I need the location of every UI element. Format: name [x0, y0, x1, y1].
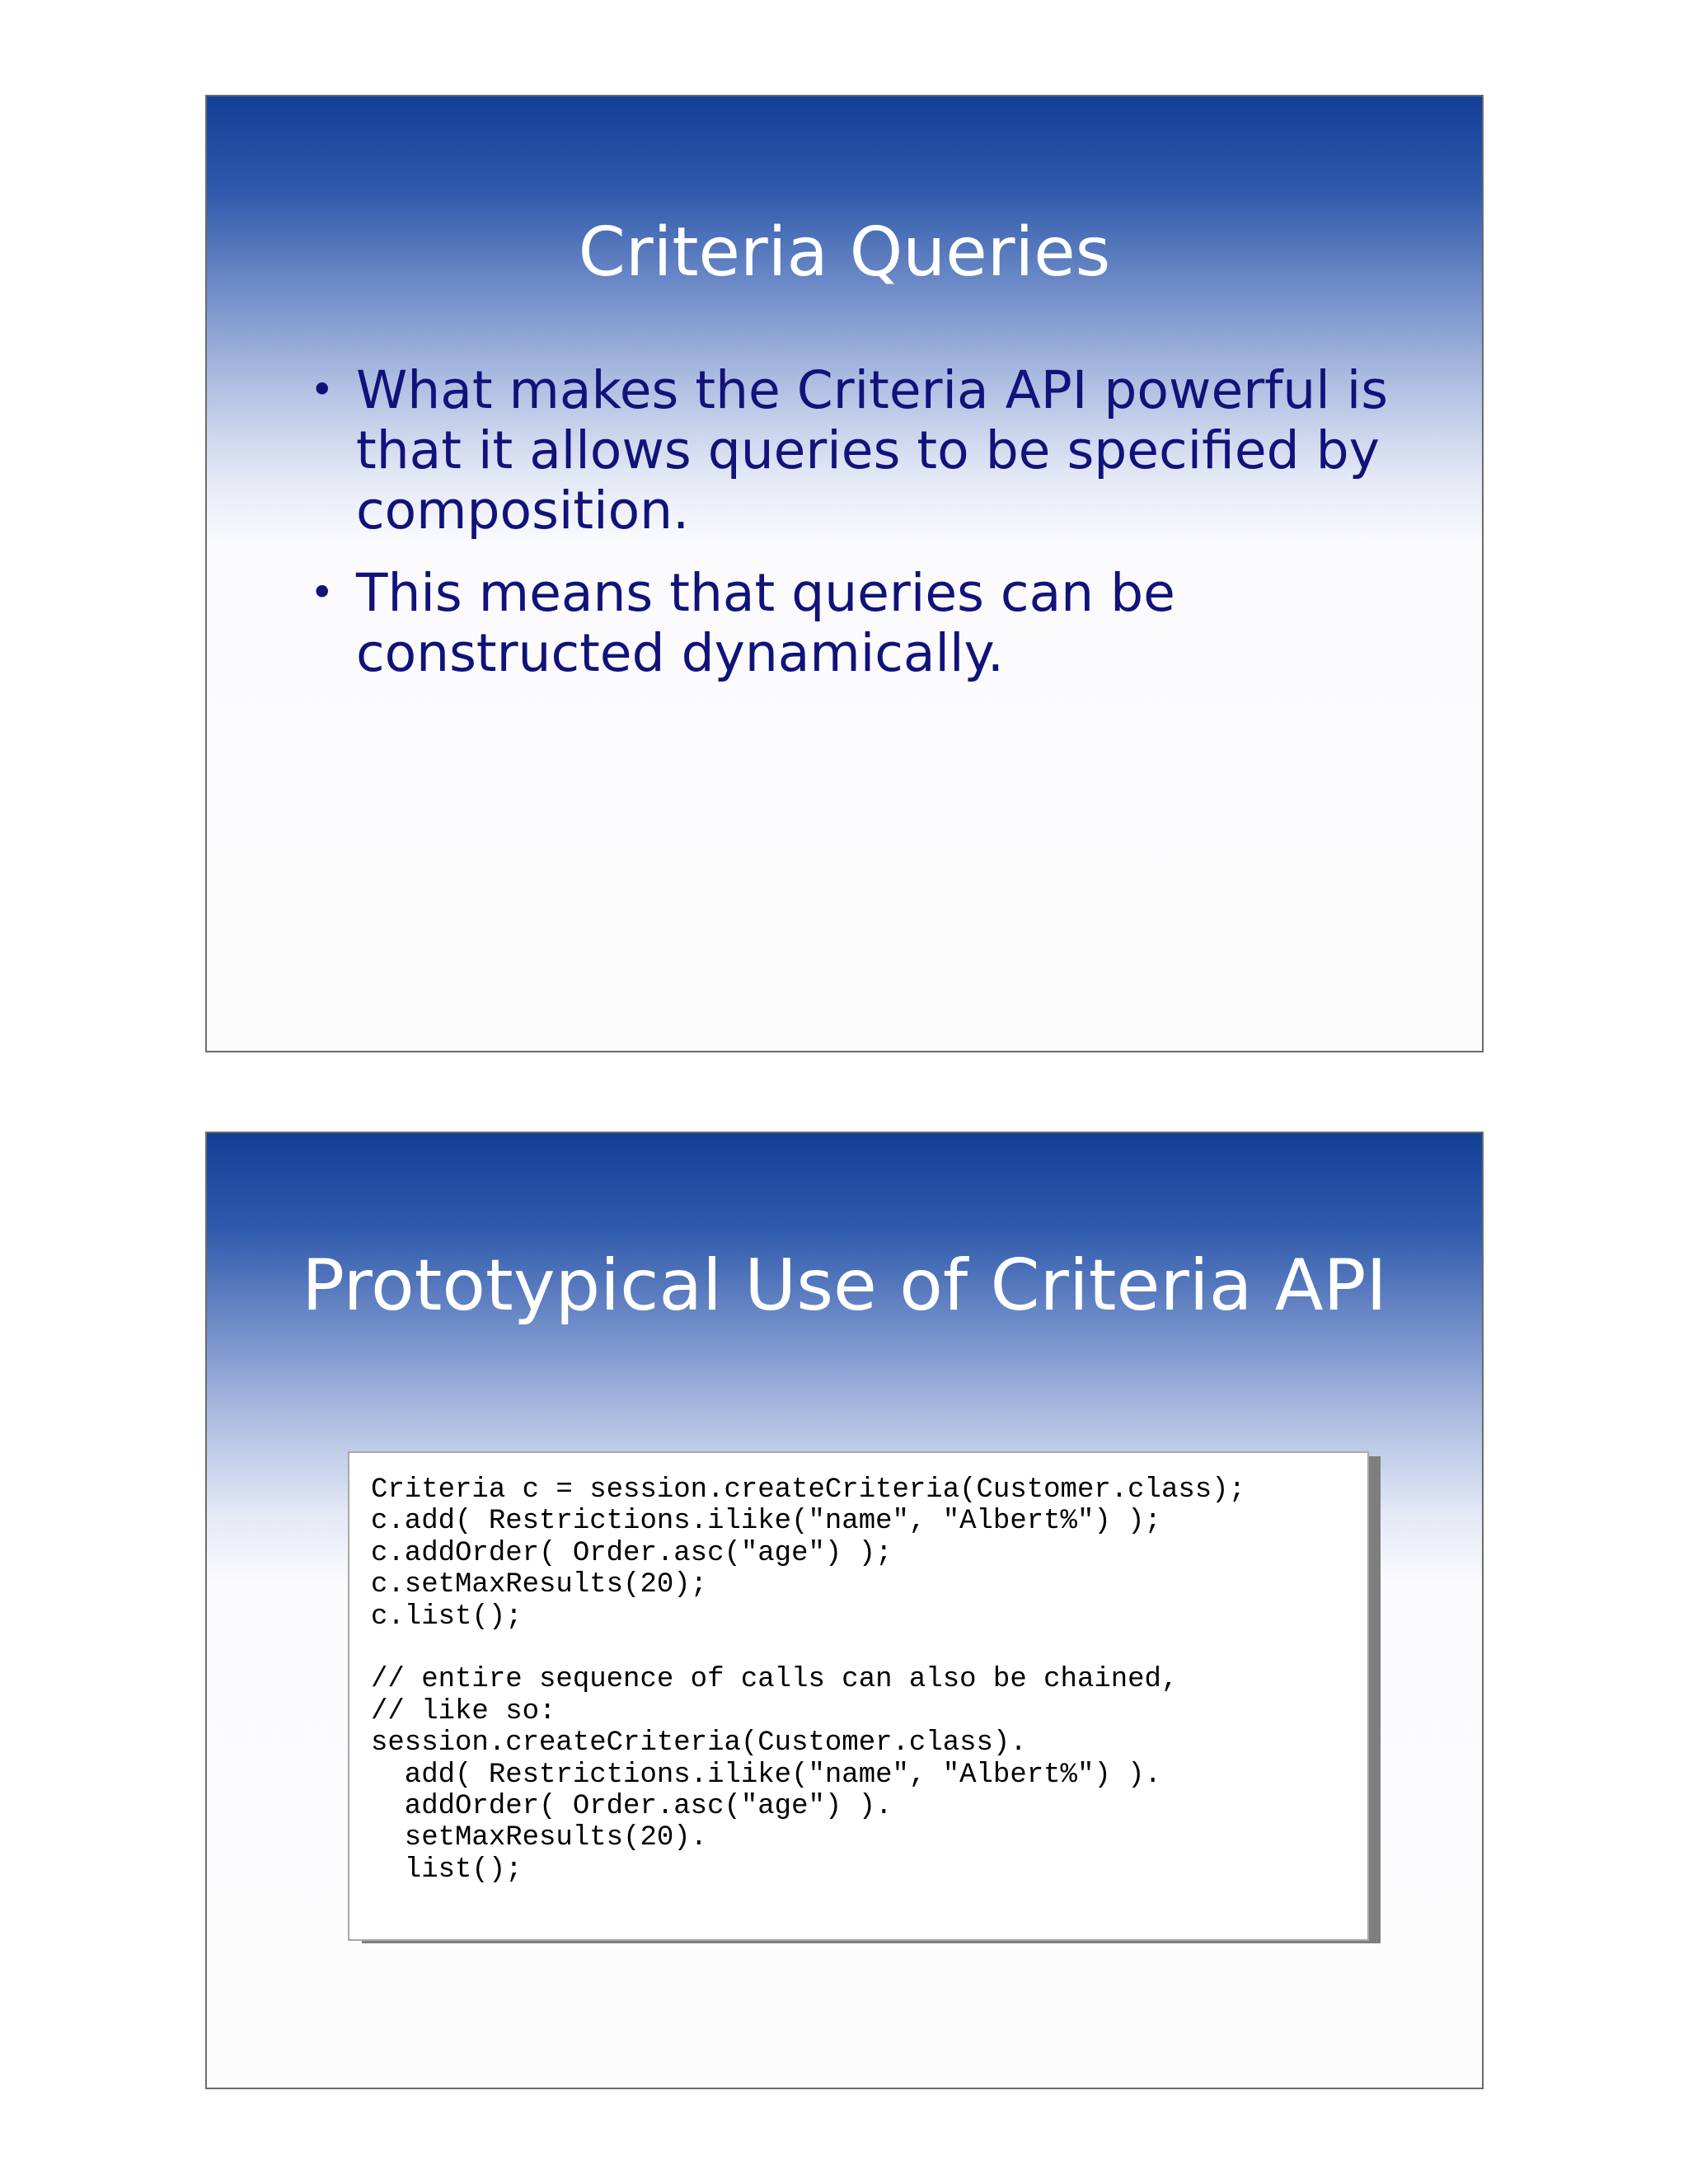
slide-prototypical-use	[205, 1132, 1484, 2089]
bullet-item	[310, 563, 1439, 683]
code-snippet: Criteria c = session.createCriteria(Customer.class); c.add( Restrictions.ilike("name", "Albert%") ); c.addOrder( Order.asc("age") ); c.setMaxResults(20); c.list(); // entire sequence of calls can also be chained, // like so: session.createCriteria(Customer.class). add( Restrictions.ilike("name", "Albert%") ). addOrder( Order.asc("age") ). setMaxResults(20). list();	[371, 1474, 1245, 1886]
bullet-icon: •	[310, 366, 335, 414]
bullet-text: What makes the Criteria API powerful is that it allows queries to be specified by composition.	[356, 360, 1389, 541]
bullet-icon: •	[310, 569, 335, 616]
bullet-list	[310, 360, 1439, 705]
slide-title: Criteria Queries	[578, 213, 1111, 292]
slide-criteria-queries	[205, 95, 1484, 1052]
slide-title: Prototypical Use of Criteria API	[302, 1244, 1387, 1327]
bullet-item	[310, 360, 1439, 541]
bullet-text: This means that queries can be constructed dynamically.	[356, 563, 1175, 683]
code-box	[348, 1451, 1369, 1941]
